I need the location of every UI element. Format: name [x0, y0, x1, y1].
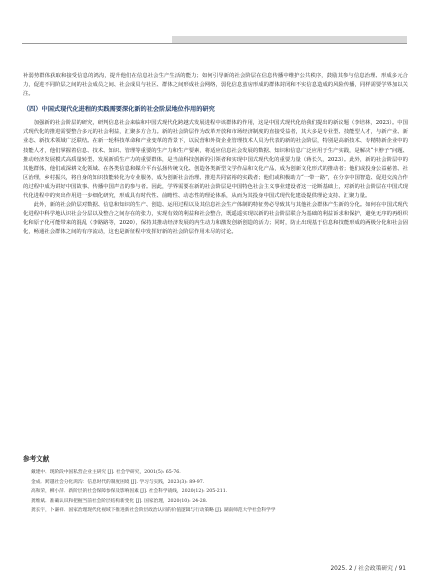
reference-item: 高和荣，柳小萍．新阶层的社会保障参保及影响因素 [J]. 社会科学战线，2020(12): 205-211. [31, 489, 228, 495]
references-section [23, 454, 408, 516]
page-footer: 2025. 2 / 社会政策研究 / 91 [330, 566, 406, 572]
reference-item: 龚长宇，卜谦祥．国家治理现代化视域下推进新社会阶层政治认同的价值逻辑与行动策略 [J]. 湖南师范大学社会科学学 [31, 508, 276, 514]
references-title: 参考文献 [23, 455, 50, 463]
references-list [23, 468, 408, 516]
header-rule [22, 43, 407, 44]
section-heading: （四）中国式现代化进程的实践需要深化新的社会阶层地位作用的研究 [23, 106, 215, 114]
article-body [23, 72, 408, 238]
header-band [172, 36, 407, 43]
body-paragraph-1: 加强新的社会阶层的研究，研判信息社会来临和中国式现代化跨越式发展进程中该群体的作用，这是中国式现代化给我们提出的新议题（李培林，2023）。中国式现代化的推进需要整合多元的社会利益，汇聚多方合力。新的社会阶层作为改革开放和市场经济制度的直接受益者，其大多是专业型、技能型人才，与新产业、新业态、新技术领域广泛联结。在新一轮科技革命和产业变革的背景下，以民营和外资企业管理技术人员为代表的新的社会阶层，特别是高新技术、专精特新企业中的技能人才，他们掌握着信息、技术、知识、管理等重要的生产力和生产要素，将适应信息社会发展的数据、知识和信息广泛应用于生产实践，是解决“卡脖子”问题、推动经济发展模式高质量转型、发展新质生产力的重要群体，是当前科技创新的引领者和实现中国式现代化的重要力量（蒋长久，2023）。此外，新的社会阶层中的其他群体，他们或深耕文化领域、在各类信息和媒介平台弘扬传统文化、创造各类新型文学作品和文化产品，成为创新文化形式的推动者；他们或投身公益慈善、社区治理，乡村振兴，将自身的知识技能转化为专业服务，成为创新社会治理、推进共同富裕的实践者；他们或积极助力“一带一路”，在分享中国智造、促进交流合作的过程中成为讲好中国故事、传播中国声音的参与者。因此，学界需要在新的社会阶层是中国特色社会主义事业建设者这一论断基础上，对新的社会阶层在中国式现代化进程中的突出作用进一步细化研究，形成具有时代性、前瞻性、动态性的理论体系，从而为其投身中国式现代化建设提供理论支持、汇聚力量。 [23, 120, 408, 200]
body-paragraph-2: 此外，新的社会阶层对数据、信息和知识的生产、创造、运用过程以及其信息社会生产体制的特征势必导致其与其他社会群体产生新的分化。如何在中国式现代化进程中科学地认识社会分层以及整合之间存在的张力，实现有效的利益和社会整合，既遥遥实现以新的社会阶层联合为基础的利益诉求和保护，避免无序的再组织化和原子化可能带来的混乱（李路路等，2020），保持其推动经济发展的内生动力和激发创新创造的活力；同时，防止出现基于信息和技能形成的两极分化和社会固化，畅通社会群体之间的有序流动，这也是新征程中发挥好新的社会阶层作用未尽的讨论。 [23, 202, 408, 236]
reference-item: 戴建中．现阶段中国私营企业主研究 [J]. 社会学研究，2001(5): 65-76. [31, 470, 181, 475]
reference-item: 金成．跨越社会分化鸿沟：信息时代的制度困境 [J]. 学习与实践，2023(3): 89-97. [31, 479, 205, 485]
continuation-paragraph: 补弱势群体获取和接受信息的鸿沟，提升他们在信息社会生产生活的能力；如何引导新的社会阶层在信息传播中维护公共秩序，鼓励其参与信息治理、形成多元合力，促进不同阶层之间的社会成员之间、社会成员与社区、群体之间形成社会网络，弱化信息茧房形成的群体封闭和不实信息造成的风险传播，同样需要学界加以关注。 [23, 73, 408, 98]
reference-item: 龚维斌．准确认识和把握当前社会阶层结构新变化 [J]. 国家治理，2020(10): 24-28. [31, 498, 208, 504]
